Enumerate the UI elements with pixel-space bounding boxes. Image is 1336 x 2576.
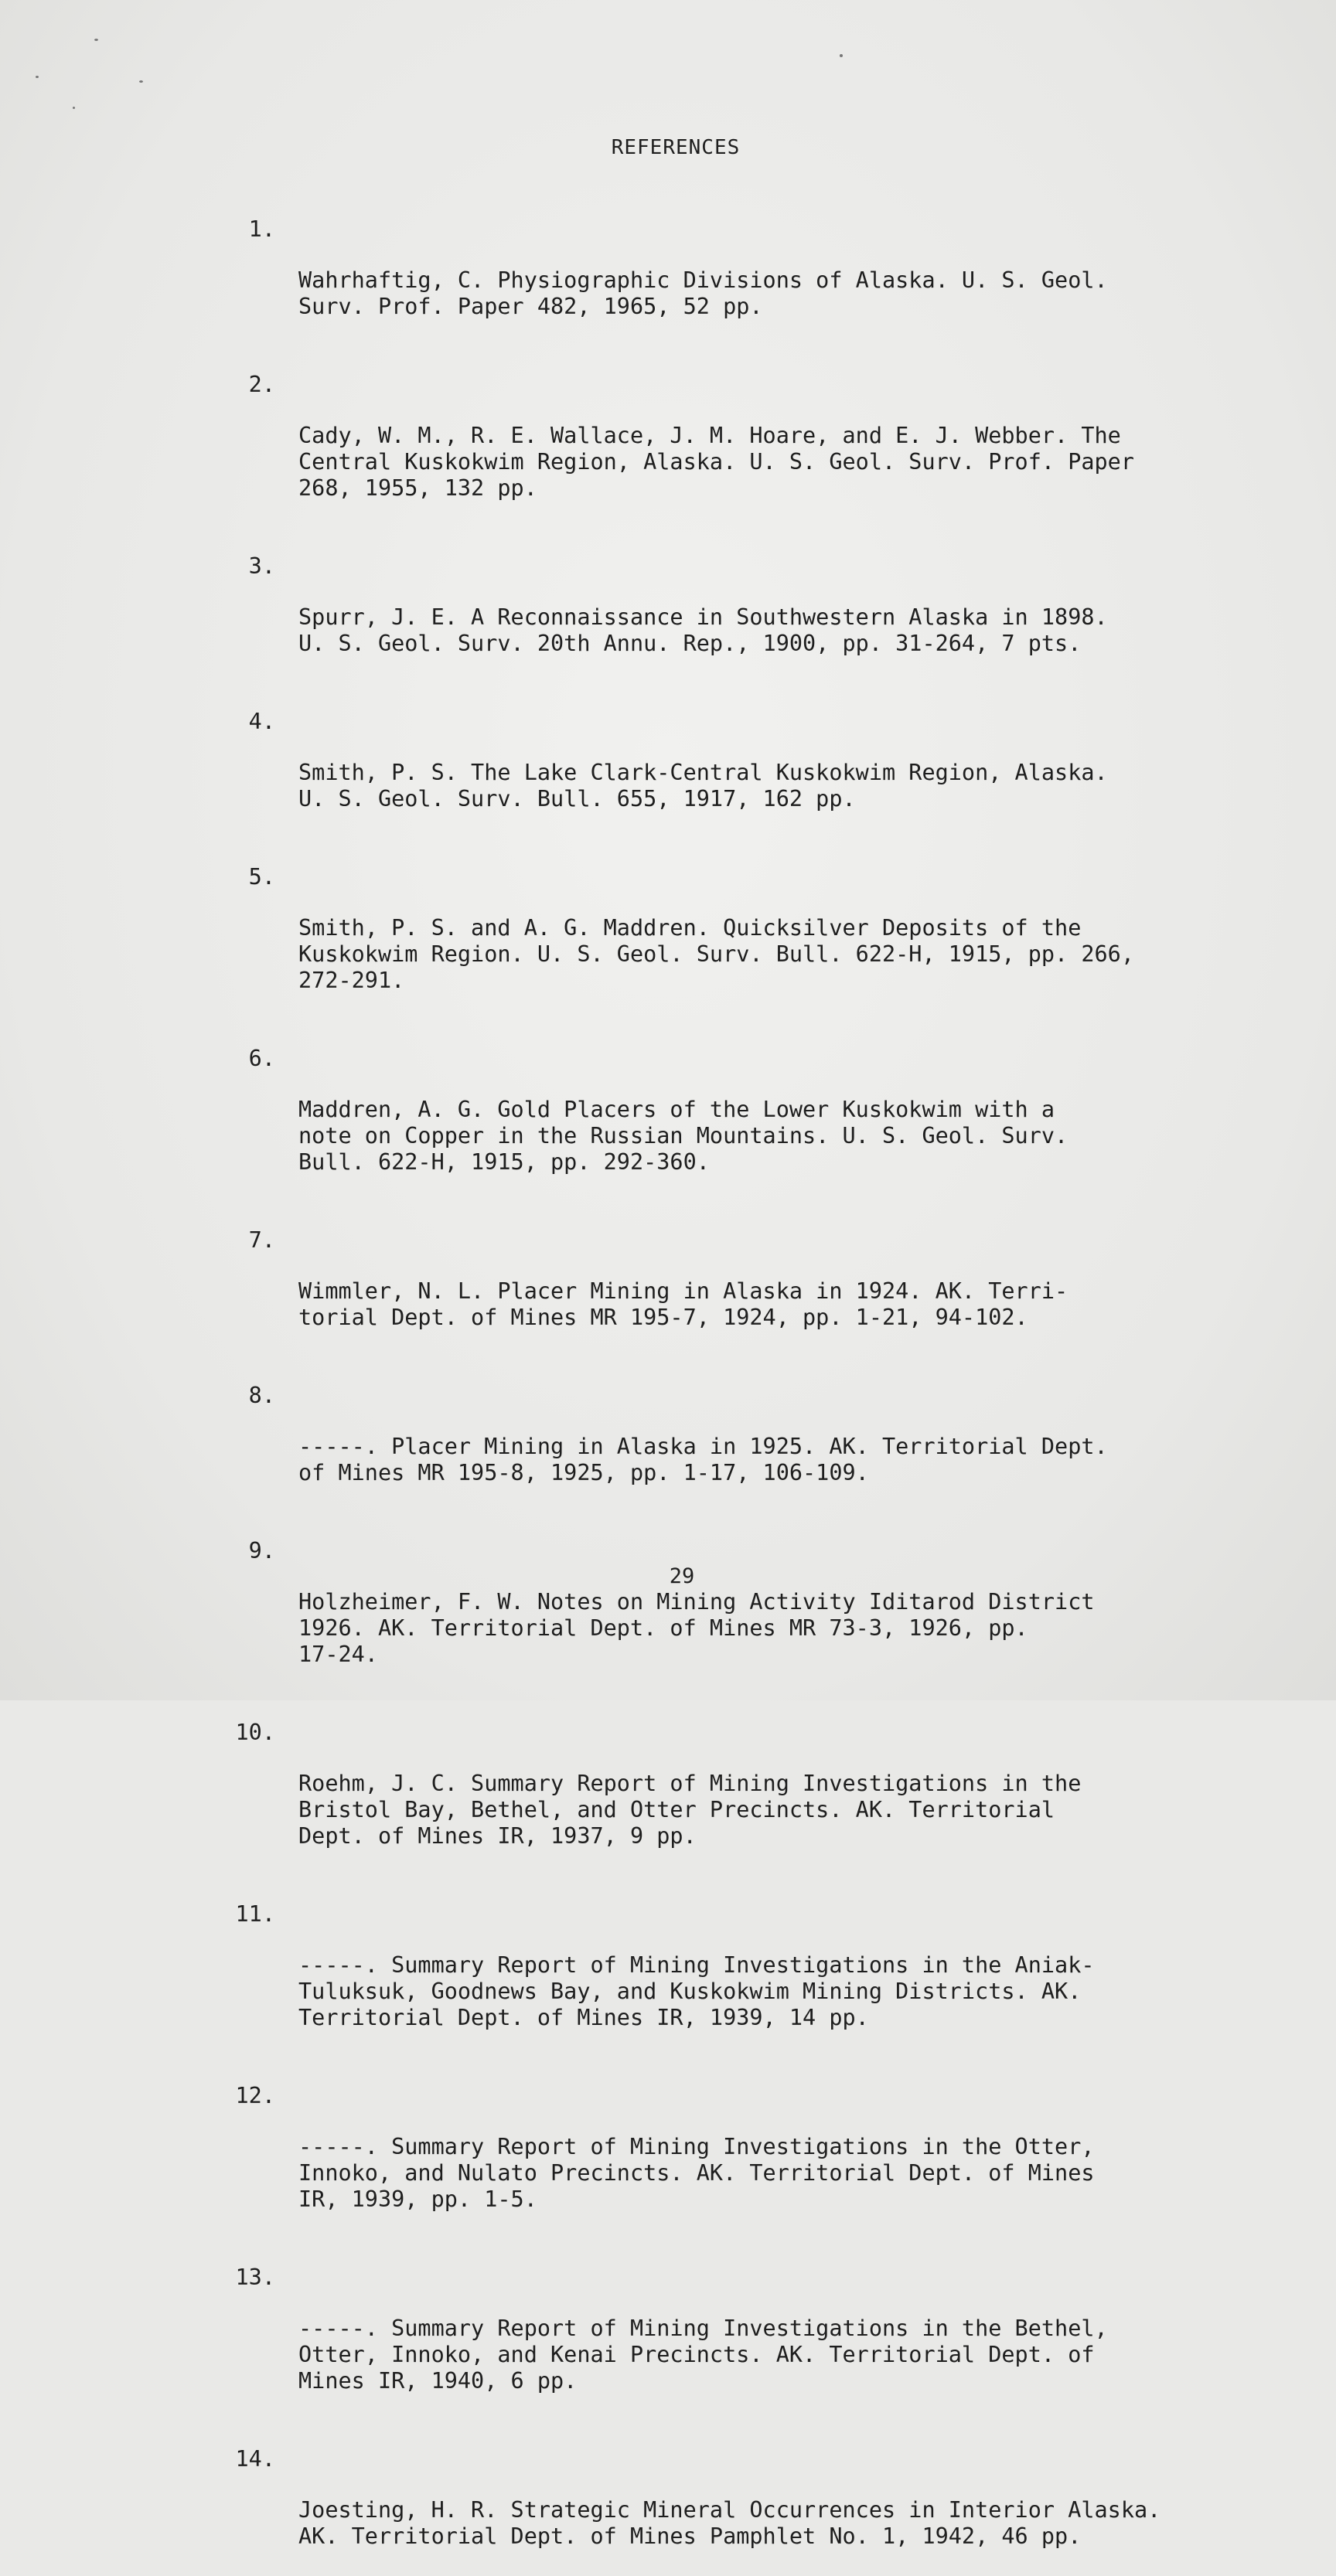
reference-number: 5. [248,864,275,890]
reference-text: Holzheimer, F. W. Notes on Mining Activity Iditarod District 1926. AK. Territorial Dept. of Mines MR 73-3, 1926, pp. 17-24. [298,1589,1095,1667]
reference-item [232,1044,1191,1202]
reference-item [232,707,1191,839]
reference-text: Smith, P. S. The Lake Clark-Central Kuskokwim Region, Alaska. U. S. Geol. Surv. Bull. 655, 1917, 162 pp. [298,760,1108,812]
scan-speck [94,39,98,41]
reference-item [232,2445,1191,2576]
reference-number: 14. [235,2446,275,2472]
page-number: 29 [669,1564,695,1588]
reference-text: Maddren, A. G. Gold Placers of the Lower Kuskokwim with a note on Copper in the Russian Mountains. U. S. Geol. Surv. Bull. 622-H, 1915, pp. 292-360. [298,1097,1068,1175]
reference-text: Joesting, H. R. Strategic Mineral Occurrences in Interior Alaska. AK. Territorial Dept. of Mines Pamphlet No. 1, 1942, 46 pp. [298,2497,1161,2549]
reference-number: 12. [235,2083,275,2108]
reference-item [232,1900,1191,2057]
scan-speck [73,107,75,109]
reference-item [232,1536,1191,1694]
scan-speck [139,80,143,83]
reference-item [232,552,1191,683]
reference-item [232,2081,1191,2239]
reference-number: 13. [235,2265,275,2290]
scan-speck [36,76,39,78]
reference-number: 6. [248,1046,275,1071]
reference-item [232,863,1191,1020]
reference-number: 10. [235,1720,275,1745]
reference-text: Cady, W. M., R. E. Wallace, J. M. Hoare, and E. J. Webber. The Central Kuskokwim Region, Alaska. U. S. Geol. Surv. Prof. Paper 268, 1955, 132 pp. [298,423,1134,501]
reference-number: 3. [248,553,275,579]
reference-list [232,215,1191,2576]
reference-text: -----. Summary Report of Mining Investigations in the Bethel, Otter, Innoko, and Kenai Precincts. AK. Territorial Dept. of Mines IR, 1940, 6 pp. [298,2316,1108,2394]
reference-number: 9. [248,1538,275,1564]
reference-number: 4. [248,709,275,734]
reference-text: -----. Placer Mining in Alaska in 1925. AK. Territorial Dept. of Mines MR 195-8, 1925, pp. 1-17, 106-109. [298,1434,1108,1485]
reference-item [232,2263,1191,2421]
reference-item [232,1381,1191,1513]
reference-text: Smith, P. S. and A. G. Maddren. Quicksilver Deposits of the Kuskokwim Region. U. S. Geol. Surv. Bull. 622-H, 1915, pp. 266, 272-291. [298,915,1134,993]
reference-number: 7. [248,1227,275,1253]
reference-number: 1. [248,216,275,242]
reference-number: 11. [235,1901,275,1927]
reference-text: -----. Summary Report of Mining Investigations in the Otter, Innoko, and Nulato Precincts. AK. Territorial Dept. of Mines IR, 1939, pp. 1-5. [298,2134,1095,2212]
reference-text: -----. Summary Report of Mining Investigations in the Aniak- Tuluksuk, Goodnews Bay, and Kuskokwim Mining Districts. AK. Territorial Dept. of Mines IR, 1939, 14 pp. [298,1952,1095,2030]
reference-item [232,1718,1191,1876]
reference-text: Roehm, J. C. Summary Report of Mining Investigations in the Bristol Bay, Bethel, and Otter Precincts. AK. Territorial Dept. of Mines IR, 1937, 9 pp. [298,1771,1082,1849]
reference-number: 2. [248,372,275,397]
page-title: REFERENCES [611,136,741,159]
reference-number: 8. [248,1383,275,1408]
reference-item [232,1226,1191,1357]
reference-text: Wahrhaftig, C. Physiographic Divisions of Alaska. U. S. Geol. Surv. Prof. Paper 482, 1965, 52 pp. [298,267,1108,319]
reference-text: Spurr, J. E. A Reconnaissance in Southwestern Alaska in 1898. U. S. Geol. Surv. 20th Annu. Rep., 1900, pp. 31-264, 7 pts. [298,604,1108,656]
scan-speck [840,54,843,57]
reference-text: Wimmler, N. L. Placer Mining in Alaska in 1924. AK. Terri- torial Dept. of Mines MR 195-7, 1924, pp. 1-21, 94-102. [298,1278,1068,1330]
reference-item [232,215,1191,346]
reference-item [232,370,1191,528]
